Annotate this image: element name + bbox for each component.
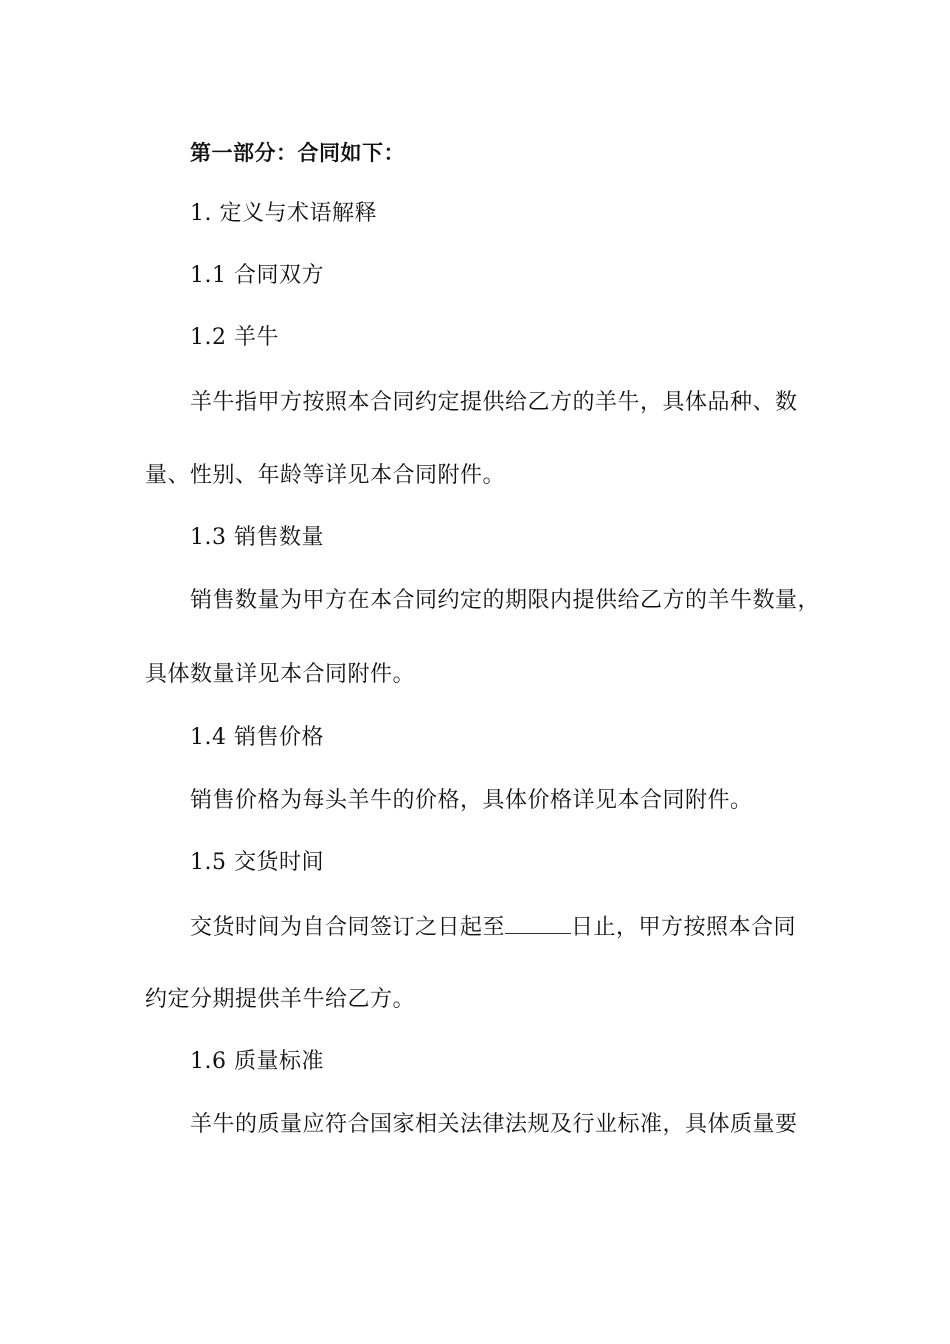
clause-1-title: 1. 定义与术语解释 (190, 201, 377, 226)
clause-1-2-title: 1.2 羊牛 (190, 325, 279, 350)
clause-1-3-title: 1.3 销售数量 (190, 525, 324, 550)
clause-1-3-text-line-1: 销售数量为甲方在本合同约定的期限内提供给乙方的羊牛数量， (190, 588, 821, 613)
clause-1-5-text-after-blank: 日止，甲方按照本合同 (571, 915, 797, 940)
section-heading: 第一部分：合同如下： (190, 141, 405, 165)
clause-1-6-title: 1.6 质量标准 (190, 1049, 324, 1074)
clause-1-5-text-line-1 (190, 911, 796, 943)
clause-1-5-title: 1.5 交货时间 (190, 850, 324, 875)
clause-1-4-title: 1.4 销售价格 (190, 725, 324, 750)
clause-1-5-text-line-2: 约定分期提供羊牛给乙方。 (145, 987, 416, 1012)
clause-1-1-title: 1.1 合同双方 (190, 263, 324, 288)
date-blank-field (505, 911, 571, 934)
clause-1-2-text-line-1: 羊牛指甲方按照本合同约定提供给乙方的羊牛，具体品种、数 (190, 390, 798, 415)
clause-1-5-text-before-blank: 交货时间为自合同签订之日起至 (190, 915, 506, 940)
clause-1-3-text-line-2: 具体数量详见本合同附件。 (145, 662, 416, 687)
clause-1-4-text: 销售价格为每头羊牛的价格，具体价格详见本合同附件。 (190, 788, 753, 813)
clause-1-2-text-line-2: 量、性别、年龄等详见本合同附件。 (145, 463, 506, 488)
clause-1-6-text-line-1: 羊牛的质量应符合国家相关法律法规及行业标准，具体质量要 (190, 1112, 798, 1137)
